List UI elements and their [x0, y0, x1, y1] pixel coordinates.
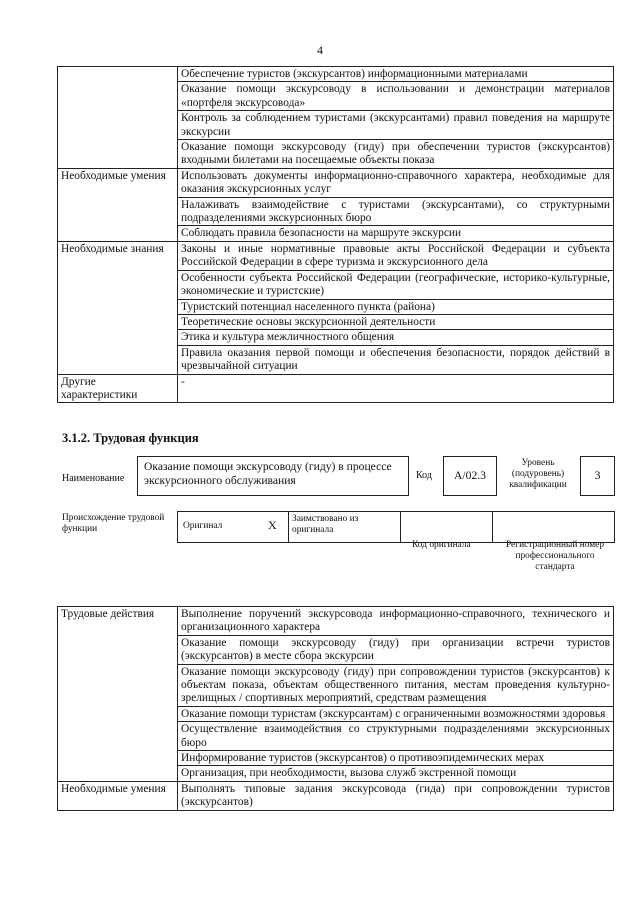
row-item: Контроль за соблюдением туристами (экскурсантами) правил поведения на маршруте экскурсии — [178, 111, 614, 140]
row-item: Налаживать взаимодействие с туристами (экскурсантами), со структурными подразделениями экскурсионных бюро — [178, 197, 614, 226]
row-item: Обеспечение туристов (экскурсантов) информационными материалами — [178, 67, 614, 82]
divider — [288, 512, 289, 542]
row-label: Другие характеристики — [58, 374, 178, 403]
row-item: Оказание помощи экскурсоводу (гиду) при обеспечении туристов (экскурсантов) входными билетами на посещаемые объекты показа — [178, 140, 614, 169]
row-item: Использовать документы информационно-справочного характера, необходимые для оказания экскурсионных услуг — [178, 168, 614, 197]
table-row — [58, 168, 614, 197]
table2-body — [58, 607, 614, 811]
table-row — [58, 607, 614, 636]
row-item: Туристский потенциал населенного пункта (района) — [178, 299, 614, 314]
table-row — [58, 781, 614, 810]
table-row — [58, 67, 614, 82]
row-item: Правила оказания первой помощи и обеспечения безопасности, порядок действий в чрезвычайной ситуации — [178, 345, 614, 374]
level-label: Уровень (подуровень) квалификации — [509, 458, 567, 490]
row-item: Этика и культура межличностного общения — [178, 330, 614, 345]
row-item: Информирование туристов (экскурсантов) о противоэпидемических мерах — [178, 751, 614, 766]
name-label: Наименование — [62, 473, 125, 484]
row-label — [58, 67, 178, 169]
code-value: A/02.3 — [454, 469, 486, 482]
reg-number-caption: Регистрационный номер профессионального стандарта — [505, 540, 605, 572]
origin-label: Происхождение трудовой функции — [62, 513, 165, 534]
row-item: Особенности субъекта Российской Федерации (географические, историко-культурные, экономические и туристские) — [178, 270, 614, 299]
row-label: Необходимые умения — [58, 781, 178, 810]
name-value-box — [137, 456, 409, 496]
row-item: Выполнение поручений экскурсовода информационно-справочного, технического и организационного характера — [178, 607, 614, 636]
original-label: Оригинал — [183, 521, 223, 531]
divider — [400, 512, 401, 542]
code-label: Код — [416, 470, 432, 481]
level-value-box — [580, 456, 615, 496]
row-item: Организация, при необходимости, вызова служб экстренной помощи — [178, 766, 614, 781]
row-label: Трудовые действия — [58, 607, 178, 782]
divider — [492, 512, 493, 542]
row-item: Выполнять типовые задания экскурсовода (гида) при сопровождении туристов (экскурсантов) — [178, 781, 614, 810]
row-item: Осуществление взаимодействия со структурными подразделениями экскурсионных бюро — [178, 722, 614, 751]
original-mark: X — [268, 518, 277, 532]
row-item: Оказание помощи экскурсоводу в использовании и демонстрации материалов «портфеля экскурсовода» — [178, 82, 614, 111]
row-item: Законы и иные нормативные правовые акты Российской Федерации и субъекта Российской Федерации в сфере туризма и экскурсионного дела — [178, 241, 614, 270]
row-label: Необходимые умения — [58, 168, 178, 241]
code-value-box — [443, 456, 497, 496]
row-item: Соблюдать правила безопасности на маршруте экскурсии — [178, 226, 614, 241]
section-title: 3.1.2. Трудовая функция — [62, 431, 199, 445]
row-item: Оказание помощи туристам (экскурсантам) с ограниченными возможностями здоровья — [178, 706, 614, 721]
row-item: Оказание помощи экскурсоводу (гиду) при сопровождении туристов (экскурсантов) к объектам показа, объектам общественного питания, местам проведения культурно-зрелищных / спортивных мероприятий, средствам размещения — [178, 664, 614, 706]
name-value: Оказание помощи экскурсоводу (гиду) в процессе экскурсионного обслуживания — [144, 460, 392, 487]
table1-body — [58, 67, 614, 403]
level-value: 3 — [594, 468, 601, 482]
table-row — [58, 374, 614, 403]
code-original-caption: Код оригинала — [412, 540, 471, 550]
origin-row — [177, 511, 615, 543]
row-label: Необходимые знания — [58, 241, 178, 374]
borrowed-label: Заимствовано из оригинала — [292, 514, 359, 535]
row-item: Теоретические основы экскурсионной деятельности — [178, 314, 614, 329]
competency-table-1 — [57, 66, 614, 403]
row-item: Оказание помощи экскурсоводу (гиду) при организации встречи туристов (экскурсантов) в месте сбора экскурсии — [178, 635, 614, 664]
row-item: - — [178, 374, 614, 403]
table-row — [58, 241, 614, 270]
page-number: 4 — [317, 43, 323, 57]
competency-table-2 — [57, 606, 614, 811]
